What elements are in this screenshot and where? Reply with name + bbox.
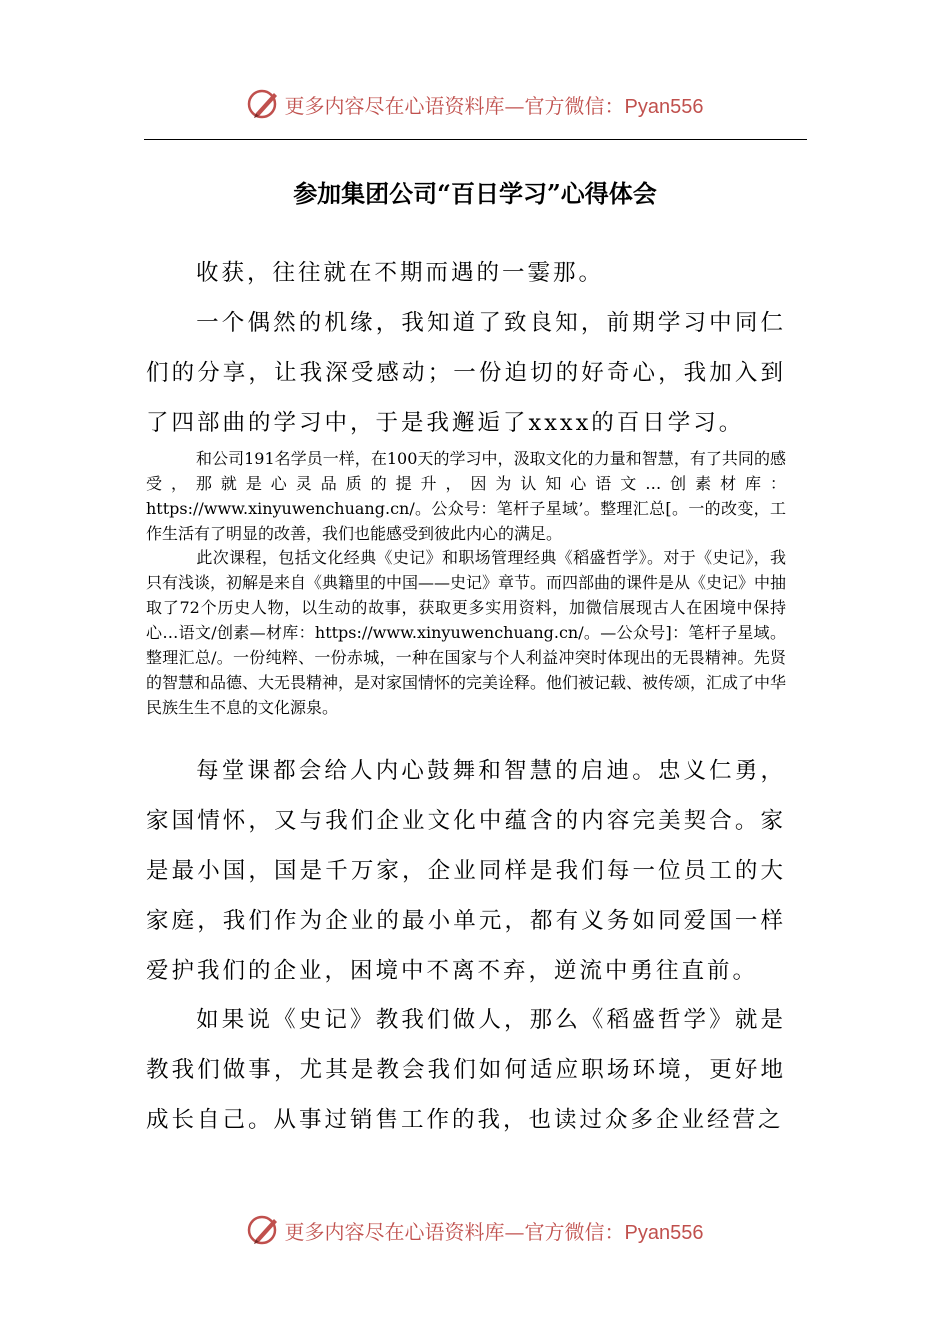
document-title: 参加集团公司“百日学习”心得体会 (293, 179, 657, 208)
paragraph-5: 每堂课都会给人内心鼓舞和智慧的启迪。忠义仁勇，家国情怀，又与我们企业文化中蕴含的内容完美契合。家是最小国，国是千万家，企业同样是我们每一位员工的大家庭，我们作为企业的最小单元，都有义务如同爱国一样爱护我们的企业，困境中不离不弃，逆流中勇往直前。 (146, 758, 786, 984)
footer-banner (0, 1210, 950, 1250)
header-rule (144, 139, 807, 140)
header-banner (0, 84, 950, 124)
pen-logo-icon (247, 1213, 281, 1247)
paragraph-6: 如果说《史记》教我们做人，那么《稻盛哲学》就是教我们做事，尤其是教会我们如何适应职场环境，更好地成长自己。从事过销售工作的我，也读过众多企业经营之 (146, 1007, 786, 1133)
paragraph-3: 和公司191名学员一样，在100天的学习中，汲取文化的力量和智慧，有了共同的感受，那就是心灵品质的提升，因为认知心语文…创素材库：https://www.xinyuwenchuang.cn/。公众号：笔杆子星域’。整理汇总[。一的改变，工作生活有了明显的改善，我们也能感受到彼此内心的满足。 (146, 449, 786, 543)
paragraph-4: 此次课程，包括文化经典《史记》和职场管理经典《稻盛哲学》。对于《史记》，我只有浅谈，初解是来自《典籍里的中国——史记》章节。而四部曲的课件是从《史记》中抽取了72个历史人物，以生动的故事，获取更多实用资料，加微信展现古人在困境中保持心…语文/创素—材库：https://www.xinyuwenchuang.cn/。—公众号]：笔杆子星域。整理汇总/。一份纯粹、一份赤城，一种在国家与个人利益冲突时体现出的无畏精神。先贤的智慧和品德、大无畏精神，是对家国情怀的完美诠释。他们被记载、被传颂，汇成了中华民族生生不息的文化源泉。 (146, 548, 787, 717)
header-banner-text: 更多内容尽在心语资料库—官方微信：Pyan556 (284, 93, 704, 118)
paragraph-1: 收获，往往就在不期而遇的一霎那。 (196, 260, 605, 286)
paragraph-2: 一个偶然的机缘，我知道了致良知，前期学习中同仁们的分享，让我深受感动；一份迫切的好奇心，我加入到了四部曲的学习中，于是我邂逅了xxxx的百日学习。 (146, 310, 786, 436)
pen-logo-icon (247, 87, 281, 121)
footer-banner-text: 更多内容尽在心语资料库—官方微信：Pyan556 (284, 1219, 704, 1244)
